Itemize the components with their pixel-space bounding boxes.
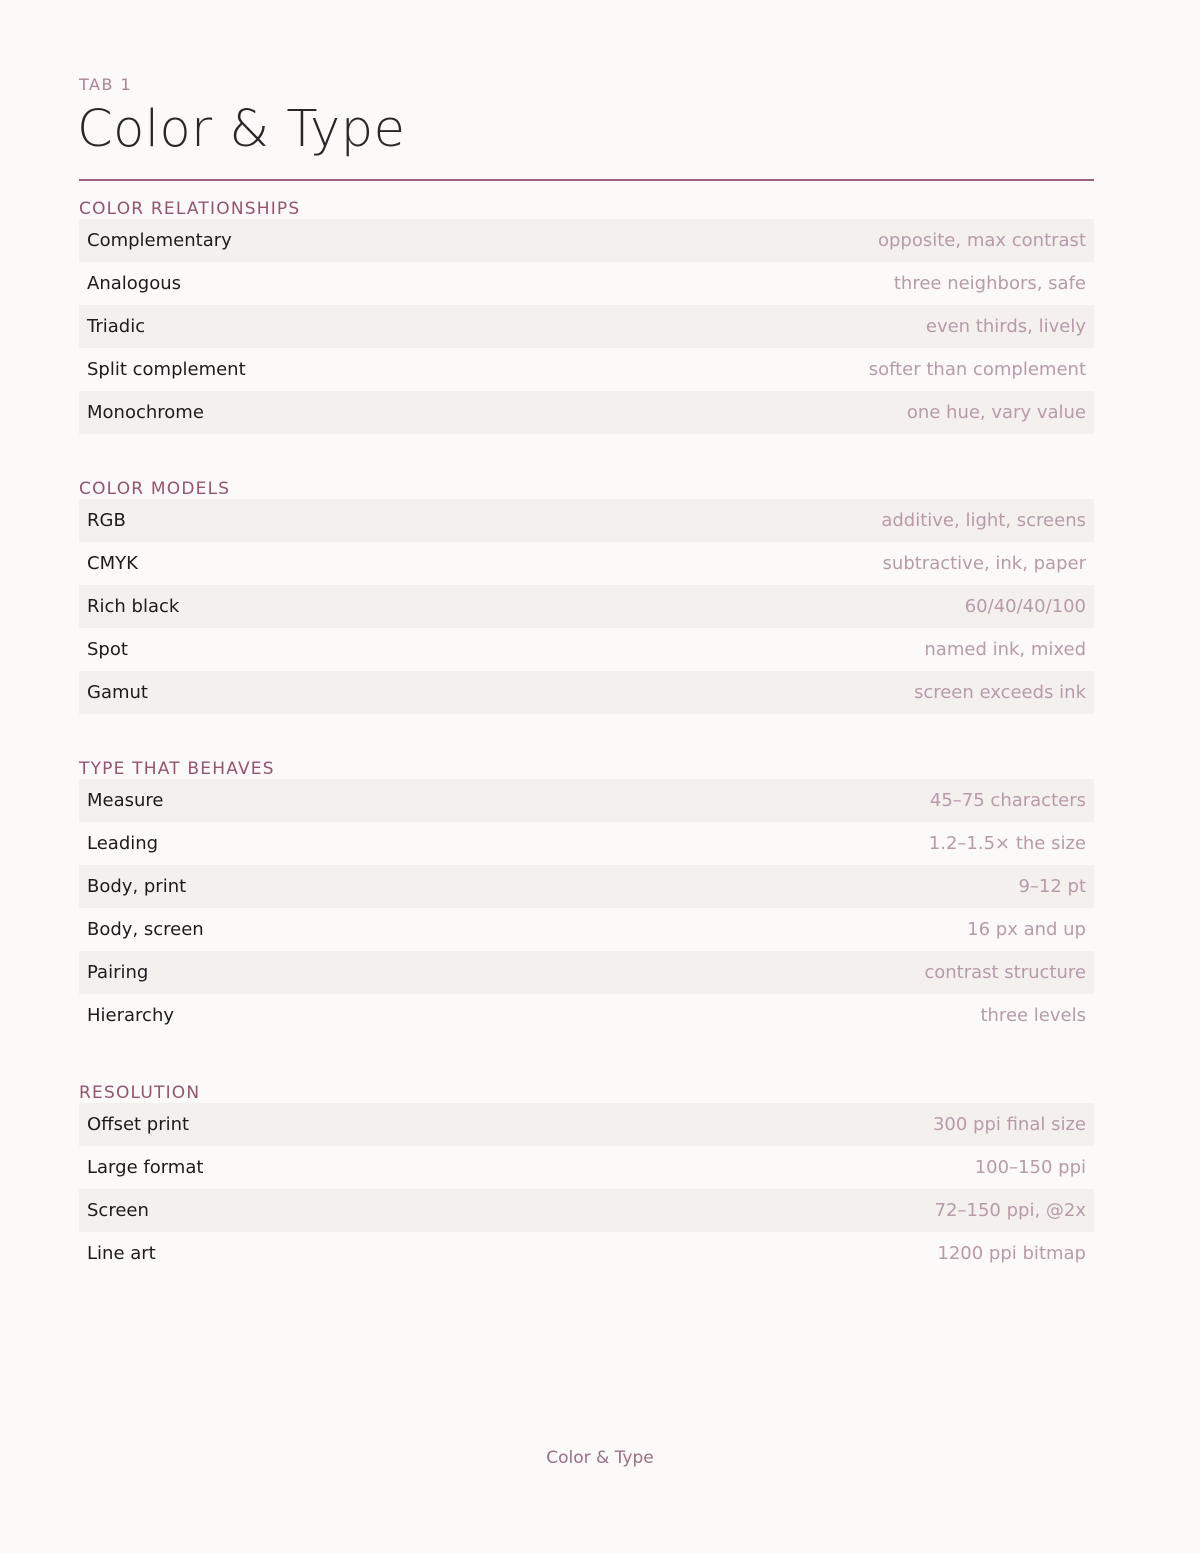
row-value: named ink, mixed xyxy=(924,639,1086,660)
table-row xyxy=(79,219,1094,262)
section-title: RESOLUTION xyxy=(79,1083,201,1103)
row-key: Pairing xyxy=(87,962,149,983)
row-value: screen exceeds ink xyxy=(913,682,1086,703)
row-key: Line art xyxy=(87,1243,156,1264)
row-key: RGB xyxy=(87,510,126,531)
table-row xyxy=(79,994,1094,1037)
row-key: Screen xyxy=(87,1200,149,1221)
table-row xyxy=(79,822,1094,865)
table-row xyxy=(79,262,1094,305)
row-key: Leading xyxy=(87,833,159,854)
row-value: 1.2–1.5× the size xyxy=(928,833,1086,854)
row-key: Split complement xyxy=(87,359,246,380)
row-key: Spot xyxy=(87,639,128,660)
table-row xyxy=(79,671,1094,714)
table-row xyxy=(79,865,1094,908)
page-title: Color & Type xyxy=(77,100,406,159)
table-row xyxy=(79,1189,1094,1232)
row-key: Body, print xyxy=(87,876,187,897)
section-rows xyxy=(79,219,1094,434)
row-key: Measure xyxy=(87,790,164,811)
row-value: 100–150 ppi xyxy=(974,1157,1086,1178)
section-title: COLOR RELATIONSHIPS xyxy=(79,199,301,219)
tab-label: TAB 1 xyxy=(79,75,133,94)
section-title: TYPE THAT BEHAVES xyxy=(79,759,275,779)
table-row xyxy=(79,951,1094,994)
row-value: contrast structure xyxy=(924,962,1086,983)
row-key: Triadic xyxy=(87,316,146,337)
table-row xyxy=(79,1103,1094,1146)
row-key: Offset print xyxy=(87,1114,190,1135)
row-key: CMYK xyxy=(87,553,138,574)
section-type-that-behaves xyxy=(79,759,1094,1037)
table-row xyxy=(79,305,1094,348)
section-title: COLOR MODELS xyxy=(79,479,231,499)
row-key: Analogous xyxy=(87,273,181,294)
row-value: 16 px and up xyxy=(967,919,1086,940)
row-value: three levels xyxy=(980,1005,1086,1026)
row-value: opposite, max contrast xyxy=(877,230,1086,251)
section-color-relationships xyxy=(79,199,1094,434)
section-rows xyxy=(79,779,1094,1037)
row-key: Hierarchy xyxy=(87,1005,175,1026)
row-value: one hue, vary value xyxy=(906,402,1086,423)
section-color-models xyxy=(79,479,1094,714)
table-row xyxy=(79,1146,1094,1189)
section-rows xyxy=(79,1103,1094,1275)
table-row xyxy=(79,542,1094,585)
row-value: 72–150 ppi, @2x xyxy=(934,1200,1086,1221)
row-key: Monochrome xyxy=(87,402,204,423)
table-row xyxy=(79,908,1094,951)
row-value: subtractive, ink, paper xyxy=(882,553,1086,574)
table-row xyxy=(79,348,1094,391)
page-footer: Color & Type xyxy=(546,1448,654,1468)
row-value: additive, light, screens xyxy=(881,510,1086,531)
row-value: 9–12 pt xyxy=(1018,876,1086,897)
row-key: Gamut xyxy=(87,682,148,703)
table-row xyxy=(79,499,1094,542)
row-key: Rich black xyxy=(87,596,180,617)
table-row xyxy=(79,1232,1094,1275)
row-value: 300 ppi final size xyxy=(932,1114,1086,1135)
row-value: 60/40/40/100 xyxy=(964,596,1086,617)
row-value: three neighbors, safe xyxy=(893,273,1086,294)
title-divider xyxy=(79,179,1094,181)
row-value: 1200 ppi bitmap xyxy=(937,1243,1086,1264)
table-row xyxy=(79,779,1094,822)
table-row xyxy=(79,391,1094,434)
row-key: Body, screen xyxy=(87,919,204,940)
section-resolution xyxy=(79,1083,1094,1275)
row-key: Complementary xyxy=(87,230,232,251)
table-row xyxy=(79,628,1094,671)
row-key: Large format xyxy=(87,1157,204,1178)
section-rows xyxy=(79,499,1094,714)
row-value: 45–75 characters xyxy=(929,790,1086,811)
table-row xyxy=(79,585,1094,628)
row-value: softer than complement xyxy=(868,359,1086,380)
row-value: even thirds, lively xyxy=(925,316,1086,337)
